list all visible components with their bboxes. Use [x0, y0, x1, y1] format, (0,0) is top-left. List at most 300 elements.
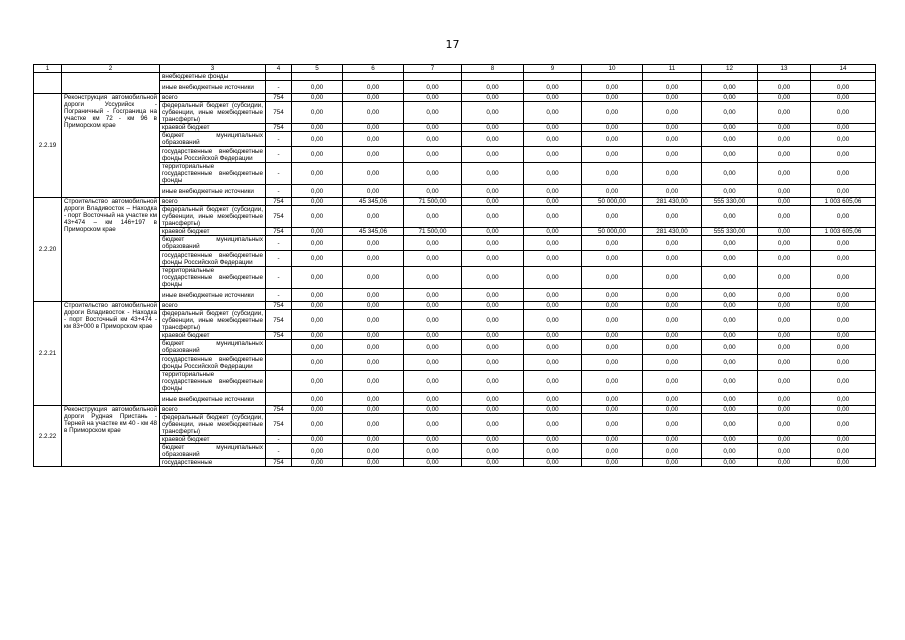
amount-cell	[292, 73, 343, 81]
amount-cell: 0,00	[811, 81, 876, 94]
amount-cell: 1 003 605,06	[811, 198, 876, 206]
amount-cell: 0,00	[702, 444, 758, 459]
amount-cell: 0,00	[758, 371, 811, 393]
amount-cell: 0,00	[292, 81, 343, 94]
amount-cell: 0,00	[462, 355, 524, 371]
amount-cell: 0,00	[524, 147, 582, 163]
funding-source: государственные внебюджетные фонды Российской Федерации	[160, 147, 266, 163]
budget-code: -	[266, 444, 292, 459]
amount-cell: 0,00	[404, 332, 462, 340]
amount-cell: 0,00	[582, 289, 643, 302]
section-title: Строительство автомобильной дороги Владивосток – Находка - порт Восточный на участке км 43+474 – км 146+197 в Приморском крае	[62, 198, 160, 302]
amount-cell: 0,00	[582, 94, 643, 102]
amount-cell: 0,00	[292, 94, 343, 102]
amount-cell: 281 430,00	[643, 228, 702, 236]
budget-code: 754	[266, 94, 292, 102]
table-row	[34, 414, 876, 436]
amount-cell: 0,00	[643, 236, 702, 251]
amount-cell: 0,00	[811, 459, 876, 467]
amount-cell: 0,00	[524, 267, 582, 289]
budget-code: 754	[266, 459, 292, 467]
amount-cell: 0,00	[758, 236, 811, 251]
amount-cell: 0,00	[292, 371, 343, 393]
amount-cell: 0,00	[524, 406, 582, 414]
amount-cell: 0,00	[758, 198, 811, 206]
column-header: 4	[266, 65, 292, 73]
amount-cell: 0,00	[811, 340, 876, 355]
funding-source: иные внебюджетные источники	[160, 393, 266, 406]
amount-cell: 0,00	[582, 414, 643, 436]
column-header: 10	[582, 65, 643, 73]
amount-cell: 0,00	[343, 251, 404, 267]
amount-cell: 0,00	[758, 102, 811, 124]
amount-cell: 0,00	[811, 393, 876, 406]
amount-cell: 0,00	[811, 251, 876, 267]
amount-cell: 0,00	[702, 236, 758, 251]
amount-cell: 0,00	[702, 81, 758, 94]
table-row	[34, 310, 876, 332]
amount-cell: 0,00	[702, 393, 758, 406]
amount-cell: 0,00	[524, 414, 582, 436]
section-code: 2.2.20	[34, 198, 62, 302]
table-row	[34, 393, 876, 406]
amount-cell: 281 430,00	[643, 198, 702, 206]
amount-cell: 0,00	[582, 102, 643, 124]
funding-source: краевой бюджет	[160, 228, 266, 236]
amount-cell: 0,00	[643, 406, 702, 414]
amount-cell: 0,00	[811, 94, 876, 102]
column-header: 6	[343, 65, 404, 73]
amount-cell: 0,00	[343, 81, 404, 94]
funding-source: всего	[160, 302, 266, 310]
amount-cell	[404, 73, 462, 81]
amount-cell: 0,00	[758, 251, 811, 267]
funding-source: федеральный бюджет (субсидии, субвенции, иные межбюджетные трансферты)	[160, 310, 266, 332]
amount-cell: 0,00	[343, 132, 404, 147]
amount-cell: 0,00	[524, 132, 582, 147]
amount-cell: 0,00	[811, 236, 876, 251]
funding-source: внебюджетные фонды	[160, 73, 266, 81]
amount-cell: 0,00	[702, 406, 758, 414]
column-header-row	[34, 65, 876, 73]
amount-cell: 0,00	[702, 436, 758, 444]
column-header: 7	[404, 65, 462, 73]
amount-cell: 0,00	[343, 206, 404, 228]
table-row	[34, 73, 876, 81]
amount-cell: 0,00	[702, 163, 758, 185]
amount-cell: 0,00	[758, 228, 811, 236]
amount-cell: 0,00	[643, 436, 702, 444]
amount-cell: 0,00	[343, 185, 404, 198]
funding-source: бюджет муниципальных образований	[160, 236, 266, 251]
amount-cell: 0,00	[343, 302, 404, 310]
amount-cell: 0,00	[404, 355, 462, 371]
budget-code	[266, 393, 292, 406]
funding-source: краевой бюджет	[160, 124, 266, 132]
amount-cell: 0,00	[404, 267, 462, 289]
amount-cell: 0,00	[524, 332, 582, 340]
amount-cell: 0,00	[343, 414, 404, 436]
amount-cell: 0,00	[811, 206, 876, 228]
amount-cell: 0,00	[811, 302, 876, 310]
table-row	[34, 198, 876, 206]
funding-source: всего	[160, 198, 266, 206]
budget-code: 754	[266, 406, 292, 414]
amount-cell: 0,00	[343, 459, 404, 467]
table-row	[34, 444, 876, 459]
amount-cell: 0,00	[462, 332, 524, 340]
amount-cell: 0,00	[462, 102, 524, 124]
table-row	[34, 147, 876, 163]
column-header: 2	[62, 65, 160, 73]
amount-cell	[343, 73, 404, 81]
amount-cell: 0,00	[343, 102, 404, 124]
funding-source: государственные внебюджетные фонды Российской Федерации	[160, 251, 266, 267]
amount-cell: 71 500,00	[404, 198, 462, 206]
amount-cell: 0,00	[404, 124, 462, 132]
amount-cell	[643, 73, 702, 81]
amount-cell: 0,00	[811, 355, 876, 371]
section-title: Реконструкция автомобильной дороги Рудная Пристань - Терней на участке км 40 - км 48 в Приморском крае	[62, 406, 160, 467]
amount-cell	[702, 73, 758, 81]
amount-cell: 0,00	[758, 414, 811, 436]
budget-code: 754	[266, 302, 292, 310]
amount-cell: 0,00	[811, 406, 876, 414]
amount-cell: 0,00	[462, 459, 524, 467]
table-row	[34, 163, 876, 185]
funding-source: государственные	[160, 459, 266, 467]
table-row	[34, 267, 876, 289]
amount-cell: 0,00	[702, 94, 758, 102]
table-row	[34, 185, 876, 198]
amount-cell: 0,00	[811, 444, 876, 459]
amount-cell: 0,00	[524, 289, 582, 302]
amount-cell: 0,00	[404, 340, 462, 355]
amount-cell: 0,00	[758, 81, 811, 94]
amount-cell: 0,00	[582, 124, 643, 132]
amount-cell: 0,00	[524, 198, 582, 206]
amount-cell: 71 500,00	[404, 228, 462, 236]
amount-cell: 0,00	[292, 355, 343, 371]
table-row	[34, 289, 876, 302]
page-number: 17	[445, 38, 460, 51]
amount-cell: 0,00	[811, 414, 876, 436]
amount-cell: 0,00	[582, 81, 643, 94]
amount-cell: 0,00	[643, 371, 702, 393]
amount-cell: 0,00	[292, 406, 343, 414]
amount-cell: 0,00	[292, 147, 343, 163]
column-header: 8	[462, 65, 524, 73]
funding-source: федеральный бюджет (субсидии, субвенции, иные межбюджетные трансферты)	[160, 414, 266, 436]
table-row	[34, 94, 876, 102]
funding-source: федеральный бюджет (субсидии, субвенции, иные межбюджетные трансферты)	[160, 206, 266, 228]
amount-cell: 0,00	[462, 147, 524, 163]
amount-cell	[582, 73, 643, 81]
amount-cell: 0,00	[462, 267, 524, 289]
amount-cell: 0,00	[643, 444, 702, 459]
amount-cell: 0,00	[758, 340, 811, 355]
amount-cell: 0,00	[404, 371, 462, 393]
amount-cell: 0,00	[524, 310, 582, 332]
amount-cell: 0,00	[582, 251, 643, 267]
amount-cell: 0,00	[404, 163, 462, 185]
amount-cell: 0,00	[643, 310, 702, 332]
table-body	[34, 65, 876, 467]
amount-cell: 0,00	[343, 436, 404, 444]
amount-cell: 0,00	[404, 444, 462, 459]
amount-cell: 45 345,06	[343, 198, 404, 206]
amount-cell: 0,00	[404, 302, 462, 310]
budget-code	[266, 371, 292, 393]
amount-cell: 0,00	[524, 459, 582, 467]
amount-cell: 0,00	[404, 94, 462, 102]
amount-cell: 0,00	[702, 289, 758, 302]
amount-cell: 0,00	[811, 436, 876, 444]
column-header: 11	[643, 65, 702, 73]
amount-cell: 0,00	[758, 444, 811, 459]
amount-cell: 0,00	[462, 289, 524, 302]
amount-cell: 555 330,00	[702, 198, 758, 206]
amount-cell: 0,00	[582, 310, 643, 332]
section-code: 2.2.21	[34, 302, 62, 406]
amount-cell: 0,00	[292, 310, 343, 332]
funding-source: территориальные государственные внебюджетные фонды	[160, 267, 266, 289]
amount-cell: 0,00	[643, 124, 702, 132]
amount-cell: 0,00	[343, 94, 404, 102]
amount-cell: 0,00	[404, 289, 462, 302]
amount-cell: 0,00	[462, 236, 524, 251]
amount-cell: 0,00	[758, 302, 811, 310]
amount-cell: 0,00	[758, 355, 811, 371]
amount-cell: 0,00	[524, 302, 582, 310]
column-header: 12	[702, 65, 758, 73]
amount-cell: 0,00	[702, 340, 758, 355]
amount-cell: 0,00	[582, 444, 643, 459]
amount-cell: 0,00	[643, 206, 702, 228]
amount-cell: 0,00	[292, 459, 343, 467]
amount-cell: 0,00	[462, 94, 524, 102]
table-row	[34, 124, 876, 132]
funding-source: федеральный бюджет (субсидии, субвенции, иные межбюджетные трансферты)	[160, 102, 266, 124]
budget-code: -	[266, 81, 292, 94]
amount-cell: 0,00	[292, 124, 343, 132]
amount-cell: 0,00	[702, 206, 758, 228]
budget-code	[266, 73, 292, 81]
table-row	[34, 81, 876, 94]
carryover-code-cell	[34, 73, 62, 94]
amount-cell: 0,00	[702, 355, 758, 371]
section-code: 2.2.19	[34, 94, 62, 198]
amount-cell: 0,00	[292, 302, 343, 310]
budget-code: 754	[266, 310, 292, 332]
amount-cell: 0,00	[524, 228, 582, 236]
amount-cell: 0,00	[462, 251, 524, 267]
amount-cell: 0,00	[582, 163, 643, 185]
amount-cell: 0,00	[811, 332, 876, 340]
column-header: 13	[758, 65, 811, 73]
amount-cell: 0,00	[462, 206, 524, 228]
budget-code: 754	[266, 124, 292, 132]
budget-code: -	[266, 436, 292, 444]
column-header: 1	[34, 65, 62, 73]
amount-cell: 0,00	[758, 406, 811, 414]
table-row	[34, 355, 876, 371]
amount-cell: 0,00	[582, 132, 643, 147]
table-row	[34, 132, 876, 147]
amount-cell: 0,00	[292, 185, 343, 198]
amount-cell: 0,00	[702, 147, 758, 163]
amount-cell: 0,00	[582, 267, 643, 289]
budget-code: 754	[266, 414, 292, 436]
amount-cell: 0,00	[462, 81, 524, 94]
amount-cell: 0,00	[292, 267, 343, 289]
amount-cell: 0,00	[462, 132, 524, 147]
table-row	[34, 371, 876, 393]
budget-code: 754	[266, 102, 292, 124]
amount-cell: 0,00	[292, 444, 343, 459]
amount-cell: 0,00	[343, 267, 404, 289]
amount-cell: 0,00	[462, 163, 524, 185]
amount-cell: 0,00	[524, 436, 582, 444]
amount-cell: 0,00	[462, 406, 524, 414]
amount-cell: 0,00	[643, 355, 702, 371]
budget-code: -	[266, 251, 292, 267]
column-header: 9	[524, 65, 582, 73]
amount-cell: 0,00	[758, 289, 811, 302]
amount-cell: 0,00	[462, 371, 524, 393]
amount-cell: 0,00	[582, 206, 643, 228]
budget-code: 754	[266, 206, 292, 228]
amount-cell: 0,00	[702, 310, 758, 332]
amount-cell: 0,00	[524, 444, 582, 459]
amount-cell: 0,00	[524, 340, 582, 355]
amount-cell: 0,00	[758, 132, 811, 147]
amount-cell: 0,00	[292, 228, 343, 236]
amount-cell: 0,00	[758, 163, 811, 185]
amount-cell: 0,00	[811, 132, 876, 147]
amount-cell: 0,00	[643, 302, 702, 310]
amount-cell: 0,00	[462, 310, 524, 332]
amount-cell: 0,00	[811, 289, 876, 302]
amount-cell: 0,00	[582, 147, 643, 163]
amount-cell: 0,00	[462, 414, 524, 436]
amount-cell: 0,00	[462, 228, 524, 236]
amount-cell: 0,00	[643, 289, 702, 302]
amount-cell: 0,00	[343, 289, 404, 302]
budget-code: -	[266, 289, 292, 302]
amount-cell: 0,00	[343, 147, 404, 163]
amount-cell: 0,00	[582, 236, 643, 251]
amount-cell: 0,00	[292, 289, 343, 302]
funding-source: всего	[160, 94, 266, 102]
budget-code: -	[266, 267, 292, 289]
carryover-title-cell	[62, 73, 160, 94]
funding-source: бюджет муниципальных образований	[160, 340, 266, 355]
amount-cell: 0,00	[524, 251, 582, 267]
amount-cell: 0,00	[462, 124, 524, 132]
table-row	[34, 228, 876, 236]
amount-cell: 0,00	[524, 163, 582, 185]
amount-cell: 0,00	[758, 94, 811, 102]
amount-cell: 0,00	[582, 355, 643, 371]
funding-source: всего	[160, 406, 266, 414]
amount-cell: 0,00	[343, 406, 404, 414]
amount-cell: 0,00	[811, 163, 876, 185]
budget-table	[33, 64, 876, 467]
amount-cell: 0,00	[702, 332, 758, 340]
budget-code	[266, 355, 292, 371]
amount-cell: 0,00	[643, 132, 702, 147]
amount-cell: 0,00	[524, 81, 582, 94]
amount-cell: 0,00	[702, 102, 758, 124]
amount-cell: 0,00	[758, 393, 811, 406]
funding-source: территориальные государственные внебюджетные фонды	[160, 163, 266, 185]
amount-cell: 0,00	[643, 102, 702, 124]
funding-source: краевой бюджет	[160, 436, 266, 444]
amount-cell: 0,00	[643, 393, 702, 406]
amount-cell: 0,00	[292, 236, 343, 251]
amount-cell: 0,00	[404, 459, 462, 467]
amount-cell: 0,00	[582, 406, 643, 414]
funding-source: бюджет муниципальных образований	[160, 132, 266, 147]
amount-cell: 0,00	[702, 267, 758, 289]
budget-code: -	[266, 185, 292, 198]
amount-cell: 0,00	[404, 236, 462, 251]
section-title: Реконструкция автомобильной дороги Уссурийск - Пограничный - Госграница на участке км 72 - км 96 в Приморском крае	[62, 94, 160, 198]
amount-cell: 0,00	[292, 436, 343, 444]
amount-cell: 0,00	[643, 147, 702, 163]
budget-code	[266, 340, 292, 355]
table-row	[34, 102, 876, 124]
amount-cell: 0,00	[643, 340, 702, 355]
amount-cell: 0,00	[292, 251, 343, 267]
amount-cell: 0,00	[811, 147, 876, 163]
amount-cell: 0,00	[462, 340, 524, 355]
amount-cell: 0,00	[702, 185, 758, 198]
amount-cell: 0,00	[292, 132, 343, 147]
budget-code: -	[266, 147, 292, 163]
amount-cell: 0,00	[343, 340, 404, 355]
amount-cell: 0,00	[643, 459, 702, 467]
amount-cell	[462, 73, 524, 81]
amount-cell: 0,00	[343, 393, 404, 406]
amount-cell: 0,00	[462, 393, 524, 406]
amount-cell: 0,00	[758, 332, 811, 340]
funding-source: иные внебюджетные источники	[160, 81, 266, 94]
amount-cell: 0,00	[524, 236, 582, 251]
amount-cell: 0,00	[524, 185, 582, 198]
amount-cell: 0,00	[292, 198, 343, 206]
amount-cell: 0,00	[643, 414, 702, 436]
amount-cell: 0,00	[582, 332, 643, 340]
table-row	[34, 236, 876, 251]
funding-source: краевой бюджет	[160, 332, 266, 340]
funding-source: государственные внебюджетные фонды Российской Федерации	[160, 355, 266, 371]
amount-cell: 0,00	[404, 102, 462, 124]
amount-cell: 0,00	[811, 310, 876, 332]
table-row	[34, 206, 876, 228]
amount-cell: 0,00	[811, 185, 876, 198]
amount-cell: 0,00	[404, 81, 462, 94]
amount-cell: 0,00	[811, 267, 876, 289]
budget-code: 754	[266, 198, 292, 206]
table-row	[34, 459, 876, 467]
amount-cell: 0,00	[343, 236, 404, 251]
budget-code: 754	[266, 228, 292, 236]
amount-cell: 0,00	[643, 81, 702, 94]
amount-cell	[758, 73, 811, 81]
amount-cell: 0,00	[758, 459, 811, 467]
